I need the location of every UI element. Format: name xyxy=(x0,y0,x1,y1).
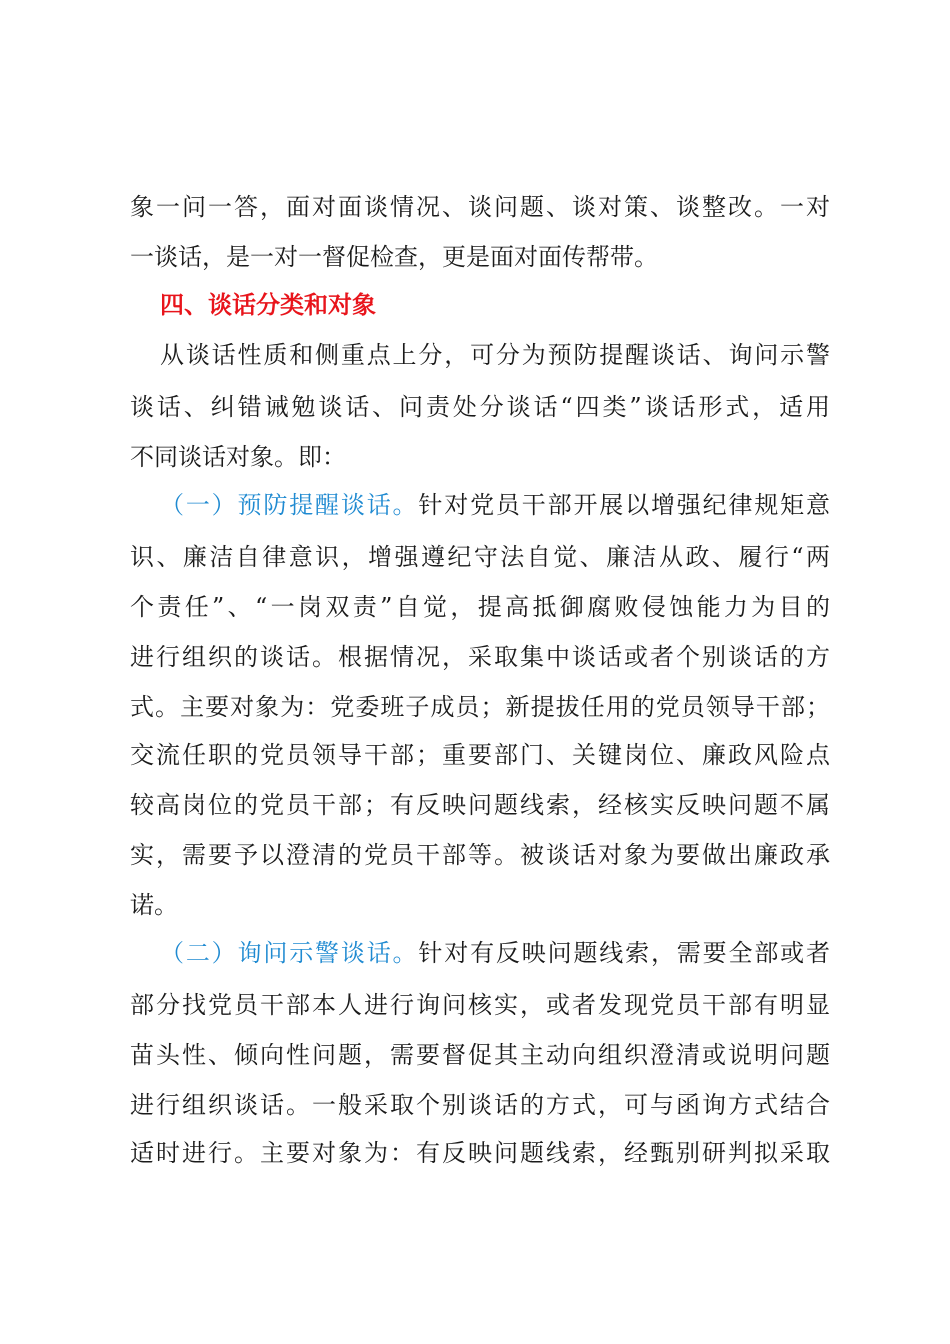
item-one-first-line-text: 针对党员干部开展以增强纪律规矩意 xyxy=(418,491,831,519)
body-text-line: 进行组织的谈话。根据情况，采取集中谈话或者个别谈话的方 xyxy=(130,643,830,671)
body-text-line: 式。主要对象为：党委班子成员；新提拔任用的党员领导干部； xyxy=(130,693,830,721)
body-text-line: 适时进行。主要对象为：有反映问题线索，经甄别研判拟采取 xyxy=(130,1139,830,1167)
body-text-line: 实，需要予以澄清的党员干部等。被谈话对象为要做出廉政承 xyxy=(130,841,830,869)
body-text-line: 苗头性、倾向性问题，需要督促其主动向组织澄清或说明问题 xyxy=(130,1041,830,1069)
body-text-line: 部分找党员干部本人进行询问核实，或者发现党员干部有明显 xyxy=(130,991,830,1019)
item-two-first-line xyxy=(160,938,830,968)
section-heading: 四、谈话分类和对象 xyxy=(160,291,376,319)
body-text-line: 不同谈话对象。即： xyxy=(130,443,346,471)
item-one-first-line xyxy=(160,490,830,520)
body-text-line: 识、廉洁自律意识，增强遵纪守法自觉、廉洁从政、履行“两 xyxy=(130,543,830,571)
body-text-line: 从谈话性质和侧重点上分，可分为预防提醒谈话、询问示警 xyxy=(160,341,830,369)
body-text-line: 个责任”、“一岗双责”自觉，提高抵御腐败侵蚀能力为目的 xyxy=(130,593,830,621)
body-text-line: 诺。 xyxy=(130,891,178,919)
item-one-label: （一）预防提醒谈话。 xyxy=(160,491,419,519)
body-text-line: 一谈话，是一对一督促检查，更是面对面传帮带。 xyxy=(130,243,658,271)
body-text-line: 进行组织谈话。一般采取个别谈话的方式，可与函询方式结合 xyxy=(130,1091,830,1119)
item-two-label: （二）询问示警谈话。 xyxy=(160,939,419,967)
body-text-line: 谈话、纠错诫勉谈话、问责处分谈话“四类”谈话形式，适用 xyxy=(130,393,830,421)
item-two-first-line-text: 针对有反映问题线索，需要全部或者 xyxy=(418,939,831,967)
body-text-line: 象一问一答，面对面谈情况、谈问题、谈对策、谈整改。一对 xyxy=(130,193,830,221)
body-text-line: 较高岗位的党员干部；有反映问题线索，经核实反映问题不属 xyxy=(130,791,830,819)
body-text-line: 交流任职的党员领导干部；重要部门、关键岗位、廉政风险点 xyxy=(130,741,830,769)
